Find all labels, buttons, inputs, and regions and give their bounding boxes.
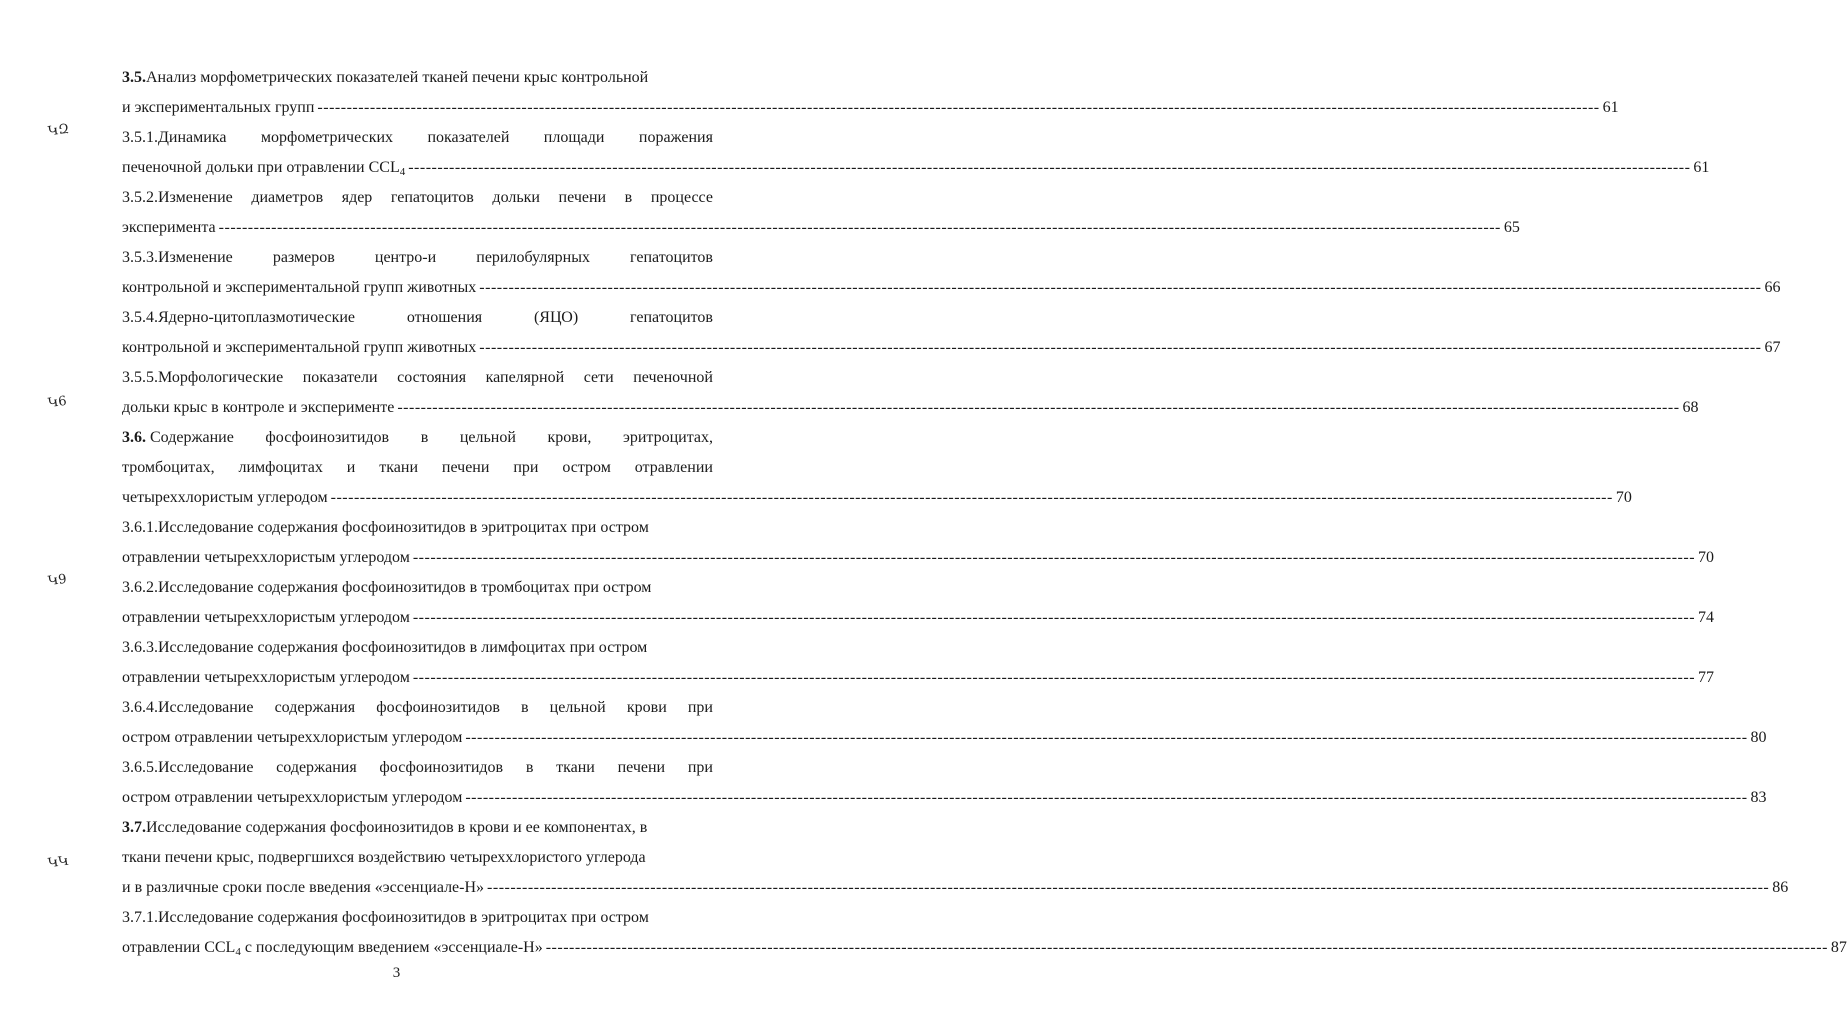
entry-line [122, 903, 713, 933]
entry-word: содержания [276, 759, 357, 776]
entry-text: дольки крыс в контроле и эксперименте [122, 399, 395, 416]
page-ref: 77 [1698, 669, 1715, 686]
entry-line [122, 753, 713, 783]
entry-word: центро-и [374, 249, 437, 266]
entry-word: гепатоцитов [630, 309, 713, 326]
entry-word: ткани [379, 459, 418, 476]
entry-leader-line [122, 93, 1619, 123]
page-ref: 70 [1615, 489, 1632, 506]
entry-word [122, 909, 649, 926]
section-number: 3.6. [122, 429, 146, 446]
entry-word: в [420, 429, 429, 446]
entry-word [122, 819, 647, 836]
entry-word: ткани [556, 759, 595, 776]
entry-word: фосфоинозитидов [265, 429, 390, 446]
entry-word [122, 423, 234, 453]
entry-word: цельной [459, 429, 516, 446]
entry-word [122, 579, 651, 596]
entry-text: Исследование содержания фосфоинозитидов в лимфоцитах при остром [158, 639, 648, 656]
entry-word: лимфоцитах [238, 459, 323, 476]
toc-entry[interactable] [122, 243, 1781, 303]
dot-leader: ---------------------------------------------------------------------------------------------------------------------------------------------------------------------------------------------------------------------------- [317, 99, 1600, 116]
dot-leader: ---------------------------------------------------------------------------------------------------------------------------------------------------------------------------------------------------------------------------- [465, 729, 1748, 746]
handwritten-margin-mark: ԿԶ [47, 121, 71, 140]
section-number: 3.7.1. [122, 909, 158, 926]
page-ref: 86 [1772, 879, 1789, 896]
toc-entry[interactable] [122, 63, 1619, 123]
entry-leader-line [122, 783, 1767, 813]
entry-word: в [624, 189, 633, 206]
entry-word: остром [562, 459, 611, 476]
toc-entry[interactable] [122, 573, 1715, 633]
entry-word: поражения [638, 129, 713, 146]
dot-leader: ---------------------------------------------------------------------------------------------------------------------------------------------------------------------------------------------------------------------------- [479, 279, 1762, 296]
section-number: 3.6.4. [122, 699, 158, 716]
entry-word [122, 183, 233, 213]
page-ref: 70 [1698, 549, 1715, 566]
entry-text: Исследование содержания фосфоинозитидов в крови и ее компонентах, в [146, 819, 648, 836]
entry-word: содержания [274, 699, 356, 716]
entry-text: отравлении четыреххлористым углеродом [122, 609, 410, 626]
entry-word: при [687, 699, 713, 716]
entry-word: гепатоцитов [390, 189, 474, 206]
entry-leader-line [122, 273, 1781, 303]
entry-word: и [346, 459, 356, 476]
entry-word: размеров [272, 249, 335, 266]
dot-leader: ---------------------------------------------------------------------------------------------------------------------------------------------------------------------------------------------------------------------------- [330, 489, 1613, 506]
toc-entry[interactable] [122, 303, 1781, 363]
entry-word: при [687, 759, 713, 776]
entry-word: отношения [406, 309, 483, 326]
entry-word: состояния [397, 369, 467, 386]
entry-word: ткани печени крыс, подвергшихся воздействию четыреххлористого углерода [122, 849, 646, 866]
section-number: 3.7. [122, 819, 146, 836]
entry-word: эритроцитах, [622, 429, 713, 446]
section-number: 3.5.2. [122, 189, 158, 206]
entry-line [122, 633, 713, 663]
page-ref: 66 [1764, 279, 1781, 296]
toc-entry[interactable] [122, 633, 1715, 693]
entry-line [122, 513, 713, 543]
entry-word: процессе [650, 189, 713, 206]
dot-leader: ---------------------------------------------------------------------------------------------------------------------------------------------------------------------------------------------------------------------------- [545, 939, 1828, 956]
entry-word: крови [626, 699, 667, 716]
entry-leader-line [122, 723, 1767, 753]
entry-word: при [513, 459, 539, 476]
entry-text: и в различные сроки после введения «эссенциале-Н» [122, 879, 485, 896]
entry-text: Исследование содержания фосфоинозитидов в эритроцитах при остром [158, 519, 649, 536]
dot-leader: ---------------------------------------------------------------------------------------------------------------------------------------------------------------------------------------------------------------------------- [397, 399, 1680, 416]
section-number: 3.5.1. [122, 129, 158, 146]
toc-entry[interactable] [122, 123, 1710, 183]
entry-text: Содержание [146, 429, 234, 446]
entry-leader-line [122, 663, 1715, 693]
entry-leader-line [122, 873, 1789, 903]
entry-word [122, 69, 648, 86]
entry-line [122, 453, 713, 483]
entry-word: печени [441, 459, 490, 476]
page-ref: 67 [1764, 339, 1781, 356]
entry-word [122, 123, 226, 153]
subscript: 4 [399, 166, 406, 178]
section-number: 3.5.5. [122, 369, 158, 386]
entry-line [122, 843, 713, 873]
entry-text: Изменение [158, 249, 233, 266]
entry-leader-line [122, 543, 1715, 573]
entry-word [122, 693, 253, 723]
toc-entry[interactable] [122, 363, 1699, 423]
entry-text: отравлении четыреххлористым углеродом [122, 549, 410, 566]
entry-text: Морфологические [158, 369, 284, 386]
entry-word [122, 753, 253, 783]
page-ref: 65 [1503, 219, 1520, 236]
entry-line [122, 303, 713, 333]
entry-text: Исследование [158, 699, 254, 716]
entry-word [122, 519, 649, 536]
entry-word: показатели [302, 369, 378, 386]
entry-word: капелярной [485, 369, 565, 386]
entry-line [122, 693, 713, 723]
section-number: 3.6.2. [122, 579, 158, 596]
entry-text: четыреххлористым углеродом [122, 489, 328, 506]
entry-text: остром отравлении четыреххлористым углеродом [122, 789, 463, 806]
entry-text: и экспериментальных групп [122, 99, 315, 116]
entry-word: цельной [549, 699, 606, 716]
section-number: 3.5.3. [122, 249, 158, 266]
section-number: 3.6.3. [122, 639, 158, 656]
page-ref: 80 [1750, 729, 1767, 746]
dot-leader: ---------------------------------------------------------------------------------------------------------------------------------------------------------------------------------------------------------------------------- [465, 789, 1748, 806]
dot-leader: ---------------------------------------------------------------------------------------------------------------------------------------------------------------------------------------------------------------------------- [412, 669, 1696, 686]
entry-text: Ядерно-цитоплазмотические [158, 309, 356, 326]
entry-text: эксперимента [122, 219, 216, 236]
entry-leader-line [122, 483, 1632, 513]
dot-leader: ---------------------------------------------------------------------------------------------------------------------------------------------------------------------------------------------------------------------------- [479, 339, 1762, 356]
page-ref: 61 [1602, 99, 1619, 116]
entry-word: печени [558, 189, 607, 206]
section-number: 3.6.5. [122, 759, 158, 776]
entry-line [122, 423, 713, 453]
entry-word: в [525, 759, 534, 776]
entry-word: отравлении [634, 459, 713, 476]
entry-word: диаметров [251, 189, 324, 206]
entry-word [122, 639, 647, 656]
page-ref: 74 [1698, 609, 1715, 626]
dot-leader: ---------------------------------------------------------------------------------------------------------------------------------------------------------------------------------------------------------------------------- [408, 159, 1691, 176]
entry-word: в [521, 699, 529, 716]
entry-word: перилобулярных [476, 249, 590, 266]
entry-word: фосфоинозитидов [376, 699, 500, 716]
page-number: 3 [392, 965, 401, 981]
toc-entry[interactable] [122, 183, 1520, 243]
page-ref: 83 [1750, 789, 1767, 806]
section-number: 3.6.1. [122, 519, 158, 536]
entry-line [122, 363, 713, 393]
handwritten-margin-mark: Կ9 [47, 571, 68, 590]
dot-leader: ---------------------------------------------------------------------------------------------------------------------------------------------------------------------------------------------------------------------------- [412, 609, 1696, 626]
entry-text: Изменение [158, 189, 233, 206]
entry-line [122, 183, 713, 213]
entry-text: отравлении $CCL_4$ с последующим введением «эссенциале-Н» [122, 939, 543, 958]
entry-line [122, 243, 713, 273]
entry-text: Исследование содержания фосфоинозитидов в тромбоцитах при остром [158, 579, 652, 596]
entry-leader-line [122, 393, 1699, 423]
entry-word: ядер [341, 189, 373, 206]
entry-leader-line [122, 213, 1520, 243]
entry-line [122, 813, 713, 843]
toc-entry[interactable] [122, 813, 1789, 903]
entry-word: площади [543, 129, 605, 146]
toc-entry[interactable] [122, 513, 1715, 573]
entry-line [122, 63, 713, 93]
entry-word: тромбоцитах, [122, 459, 215, 476]
entry-word: фосфоинозитидов [379, 759, 504, 776]
handwritten-margin-mark: ԿԿ [47, 853, 70, 872]
entry-word: показателей [427, 129, 510, 146]
entry-text: остром отравлении четыреххлористым углеродом [122, 729, 463, 746]
toc-entry[interactable] [122, 903, 1847, 963]
section-number: 3.5.4. [122, 309, 158, 326]
section-number: 3.5. [122, 69, 146, 86]
entry-text: контрольной и экспериментальной групп животных [122, 279, 477, 296]
toc-entry[interactable] [122, 753, 1767, 813]
entry-word: морфометрических [260, 129, 394, 146]
page-ref: 61 [1693, 159, 1710, 176]
entry-word: печеночной [633, 369, 713, 386]
page-ref: 87 [1830, 939, 1847, 956]
entry-text: отравлении четыреххлористым углеродом [122, 669, 410, 686]
entry-text: Исследование [158, 759, 254, 776]
page-ref: 68 [1682, 399, 1699, 416]
toc-entry[interactable] [122, 693, 1767, 753]
entry-leader-line [122, 933, 1847, 963]
entry-word: (ЯЦО) [533, 309, 579, 326]
entry-word [122, 363, 283, 393]
entry-word [122, 243, 233, 273]
entry-word: сети [583, 369, 614, 386]
entry-word: крови, [547, 429, 592, 446]
entry-word [122, 303, 355, 333]
entry-word: гепатоцитов [630, 249, 713, 266]
entry-leader-line [122, 333, 1781, 363]
entry-text: контрольной и экспериментальной групп животных [122, 339, 477, 356]
dot-leader: ---------------------------------------------------------------------------------------------------------------------------------------------------------------------------------------------------------------------------- [218, 219, 1501, 236]
entry-leader-line [122, 603, 1715, 633]
entry-word: дольки [492, 189, 540, 206]
entry-text: Исследование содержания фосфоинозитидов в эритроцитах при остром [158, 909, 649, 926]
entry-text: печеночной дольки при отравлении $CCL_4$ [122, 159, 406, 178]
entry-text: Анализ морфометрических показателей тканей печени крыс контрольной [146, 69, 649, 86]
dot-leader: ---------------------------------------------------------------------------------------------------------------------------------------------------------------------------------------------------------------------------- [412, 549, 1696, 566]
subscript: 4 [235, 946, 241, 958]
entry-leader-line [122, 153, 1710, 183]
entry-line [122, 123, 713, 153]
entry-line [122, 573, 713, 603]
dot-leader: ---------------------------------------------------------------------------------------------------------------------------------------------------------------------------------------------------------------------------- [487, 879, 1770, 896]
handwritten-margin-mark: Կ6 [47, 393, 68, 412]
toc-entry[interactable] [122, 423, 1632, 513]
entry-word: печени [617, 759, 666, 776]
entry-text: Динамика [158, 129, 227, 146]
